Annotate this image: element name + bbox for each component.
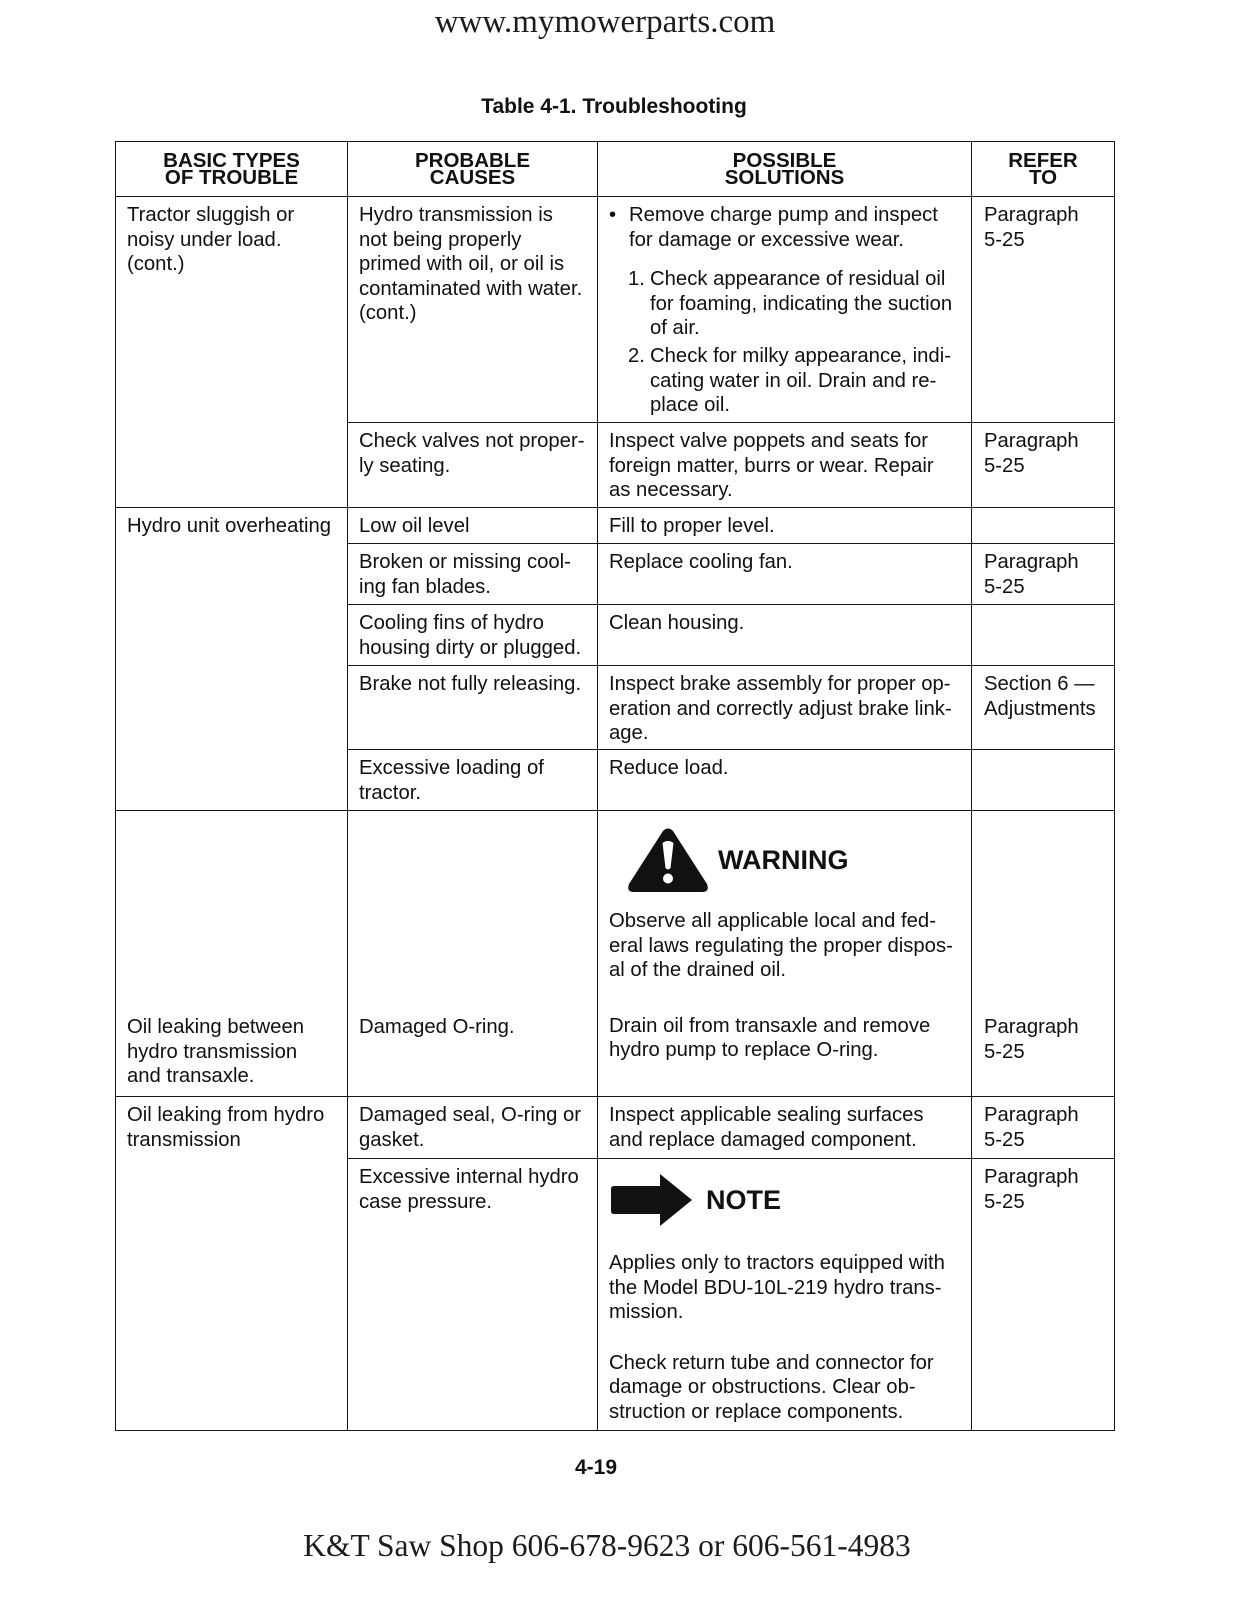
- cause-cell: Excessive internal hydro case pressure.: [348, 1159, 598, 1431]
- trouble-cell: Hydro unit overheating: [116, 508, 348, 811]
- table-title: Table 4-1. Troubleshooting: [481, 95, 747, 118]
- trouble-cell: Oil leaking between hydro transmission and transaxle.: [116, 811, 348, 1097]
- bullet-marker: •: [609, 204, 617, 226]
- table-row: [116, 811, 1115, 1097]
- refer-cell: Paragraph 5-25: [972, 544, 1115, 605]
- table-header-row: [116, 142, 1115, 197]
- refer-cell: Paragraph 5-25: [972, 197, 1115, 423]
- column-header-solutions: POSSIBLE SOLUTIONS: [598, 142, 972, 197]
- solution-cell: Fill to proper level.: [598, 508, 972, 544]
- table-row: [116, 508, 1115, 544]
- site-url-header: www.mymowerparts.com: [434, 4, 776, 40]
- footer-contact: K&T Saw Shop 606-678-9623 or 606-561-4983: [303, 1528, 911, 1563]
- solution-step-item: [628, 267, 965, 341]
- cause-cell: Low oil level: [348, 508, 598, 544]
- trouble-cell: Oil leaking from hydro transmission: [116, 1097, 348, 1431]
- note-label: NOTE: [706, 1185, 782, 1215]
- table-row: [116, 197, 1115, 423]
- cause-cell: Brake not fully releasing.: [348, 666, 598, 750]
- refer-cell: Paragraph 5-25: [972, 1159, 1115, 1431]
- cause-cell: Damaged seal, O-ring or gasket.: [348, 1097, 598, 1159]
- refer-cell: Paragraph 5-25: [972, 811, 1115, 1097]
- refer-cell: [972, 605, 1115, 666]
- refer-cell: [972, 750, 1115, 811]
- warning-triangle-icon-graphic: [627, 827, 709, 893]
- solution-cell: Inspect applicable sealing surfaces and replace damaged component.: [598, 1097, 972, 1159]
- warning-triangle-icon: [627, 827, 709, 893]
- step-text: Check appearance of residual oil for foaming, indicating the suction of air.: [650, 268, 953, 340]
- refer-cell: Section 6 — Adjustments: [972, 666, 1115, 750]
- cause-cell: Hydro transmission is not being properly primed with oil, or oil is contaminated with water. (cont.): [348, 197, 598, 423]
- solution-text: Drain oil from transaxle and remove hydro pump to replace O-ring.: [609, 1014, 931, 1062]
- column-header-causes: PROBABLE CAUSES: [348, 142, 598, 197]
- table-head: [116, 142, 1115, 197]
- solution-cell: [598, 811, 972, 1097]
- refer-cell: Paragraph 5-25: [972, 423, 1115, 508]
- step-number: 2.: [628, 344, 645, 367]
- table-body: [116, 197, 1115, 1431]
- solution-cell: Clean housing.: [598, 605, 972, 666]
- solution-cell: Inspect valve poppets and seats for foreign matter, burrs or wear. Repair as necessary.: [598, 423, 972, 508]
- note-text: Applies only to tractors equipped with the Model BDU-10L-219 hydro trans- mission.: [609, 1252, 945, 1324]
- note-header: [611, 1173, 965, 1227]
- solution-cell: Reduce load.: [598, 750, 972, 811]
- cause-cell: Damaged O-ring.: [348, 811, 598, 1097]
- refer-cell: [972, 508, 1115, 544]
- cause-cell: Check valves not proper- ly seating.: [348, 423, 598, 508]
- warning-label: WARNING: [718, 845, 849, 875]
- cause-cell: Excessive loading of tractor.: [348, 750, 598, 811]
- solution-cell: Inspect brake assembly for proper op- eration and correctly adjust brake link- age.: [598, 666, 972, 750]
- solution-cell: [598, 1159, 972, 1431]
- step-text: Check for milky appearance, indi- cating water in oil. Drain and re- place oil.: [650, 344, 951, 417]
- bullet-text: Remove charge pump and inspect for damage or excessive wear.: [629, 204, 938, 251]
- troubleshooting-table: [115, 141, 1115, 1431]
- warning-text: Observe all applicable local and fed- eral laws regulating the proper dispos- al of the drained oil.: [609, 910, 953, 982]
- trouble-cell: Tractor sluggish or noisy under load. (cont.): [116, 197, 348, 508]
- solution-cell: [598, 197, 972, 423]
- table-row: [116, 1097, 1115, 1159]
- cause-cell: Broken or missing cool- ing fan blades.: [348, 544, 598, 605]
- right-arrow-icon: [611, 1173, 693, 1227]
- right-arrow-icon-graphic: [611, 1173, 693, 1227]
- column-header-trouble: BASIC TYPES OF TROUBLE: [116, 142, 348, 197]
- column-header-refer: REFER TO: [972, 142, 1115, 197]
- solution-cell: Replace cooling fan.: [598, 544, 972, 605]
- warning-header: [627, 827, 965, 893]
- solution-text: Check return tube and connector for damage or obstructions. Clear ob- struction or replace components.: [609, 1351, 934, 1423]
- page-number: 4-19: [574, 1456, 618, 1479]
- refer-cell: Paragraph 5-25: [972, 1097, 1115, 1159]
- cause-cell: Cooling fins of hydro housing dirty or plugged.: [348, 605, 598, 666]
- solution-step-item: [628, 344, 965, 418]
- step-number: 1.: [628, 268, 645, 291]
- solution-bullet-item: [609, 203, 965, 252]
